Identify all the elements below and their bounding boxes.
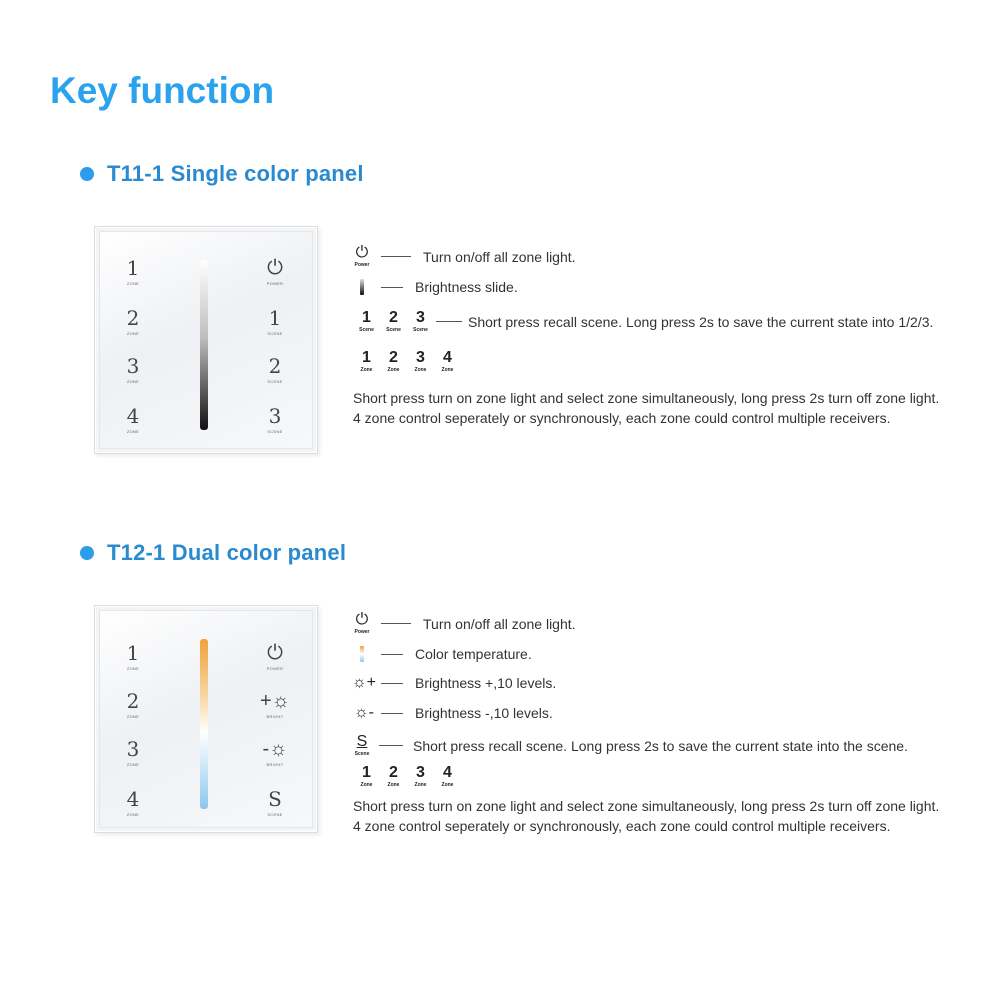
legend-power: ⏻ Power Turn on/off all zone light. [354,244,576,268]
section-title: T11-1 Single color panel [107,161,364,186]
legend-cct: Color temperature. [353,646,532,662]
zone-key: 2 ZONE [126,689,140,719]
zone-key: 1 ZONE [126,641,140,671]
legend-slider: Brightness slide. [353,279,518,295]
zone-key: 4 ZONE [126,404,140,434]
t12-panel-image [94,605,318,833]
slider-bar-icon [360,279,364,295]
cct-bar-icon [360,646,364,662]
section-heading-t12 [80,540,346,566]
bullet-icon [80,546,94,560]
power-icon: ⏻ [355,244,369,261]
legend-brightness-down: ☼- Brightness -,10 levels. [354,704,553,721]
brightness-up-icon: +☼ [259,690,290,712]
scene-key: 1 SCENE [267,306,283,336]
bullet-icon [80,167,94,181]
zone-key: 3 ZONE [126,737,140,767]
section-heading-t11 [80,161,364,187]
power-icon: ⏻ [267,257,283,279]
zone-key: 2 ZONE [126,306,140,336]
legend-zones: 1 Zone 2 Zone 3 Zone 4 Zone [360,764,454,788]
zone-description: Short press turn on zone light and select zone simultaneously, long press 2s turn off zone light. 4 zone control seperately or synchronously, each zone could control multiple receivers. [353,390,940,426]
legend-scenes: 1 Scene 2 Scene 3 Scene Short press recall scene. Long press 2s to save the current state into 1/2/3. [359,309,934,333]
power-icon: ⏻ [267,642,283,664]
legend-zones: 1 Zone 2 Zone 3 Zone 4 Zone [360,349,454,373]
brightness-down-icon: -☼ [262,738,288,760]
color-temperature-slider [200,639,208,809]
brightness-up-icon: ☼+ [352,674,377,691]
brightness-slider [200,260,208,430]
legend-brightness-up: ☼+ Brightness +,10 levels. [352,674,557,691]
zone-key: 1 ZONE [126,256,140,286]
brightness-down-icon: ☼- [354,704,374,721]
section-title: T12-1 Dual color panel [107,540,347,565]
scene-key: 3 SCENE [267,404,283,434]
brightness-up-key: +☼ BRIGHT [250,691,300,719]
power-icon: ⏻ [355,611,369,628]
legend-power: ⏻ Power Turn on/off all zone light. [354,611,576,635]
power-key: ⏻ POWER [250,258,300,286]
scene-key: S SCENE [267,787,283,817]
zone-key: 4 ZONE [126,787,140,817]
zone-key: 3 ZONE [126,354,140,384]
page-title: Key function [50,70,275,111]
scene-key: 2 SCENE [267,354,283,384]
legend-scene: S Scene Short press recall scene. Long press 2s to save the current state into the scene. [354,733,908,757]
t11-panel-image [94,226,318,454]
power-key: ⏻ POWER [250,643,300,671]
brightness-down-key: -☼ BRIGHT [250,739,300,767]
zone-description: Short press turn on zone light and select zone simultaneously, long press 2s turn off zone light. 4 zone control seperately or synchronously, each zone could control multiple receivers. [353,798,940,834]
